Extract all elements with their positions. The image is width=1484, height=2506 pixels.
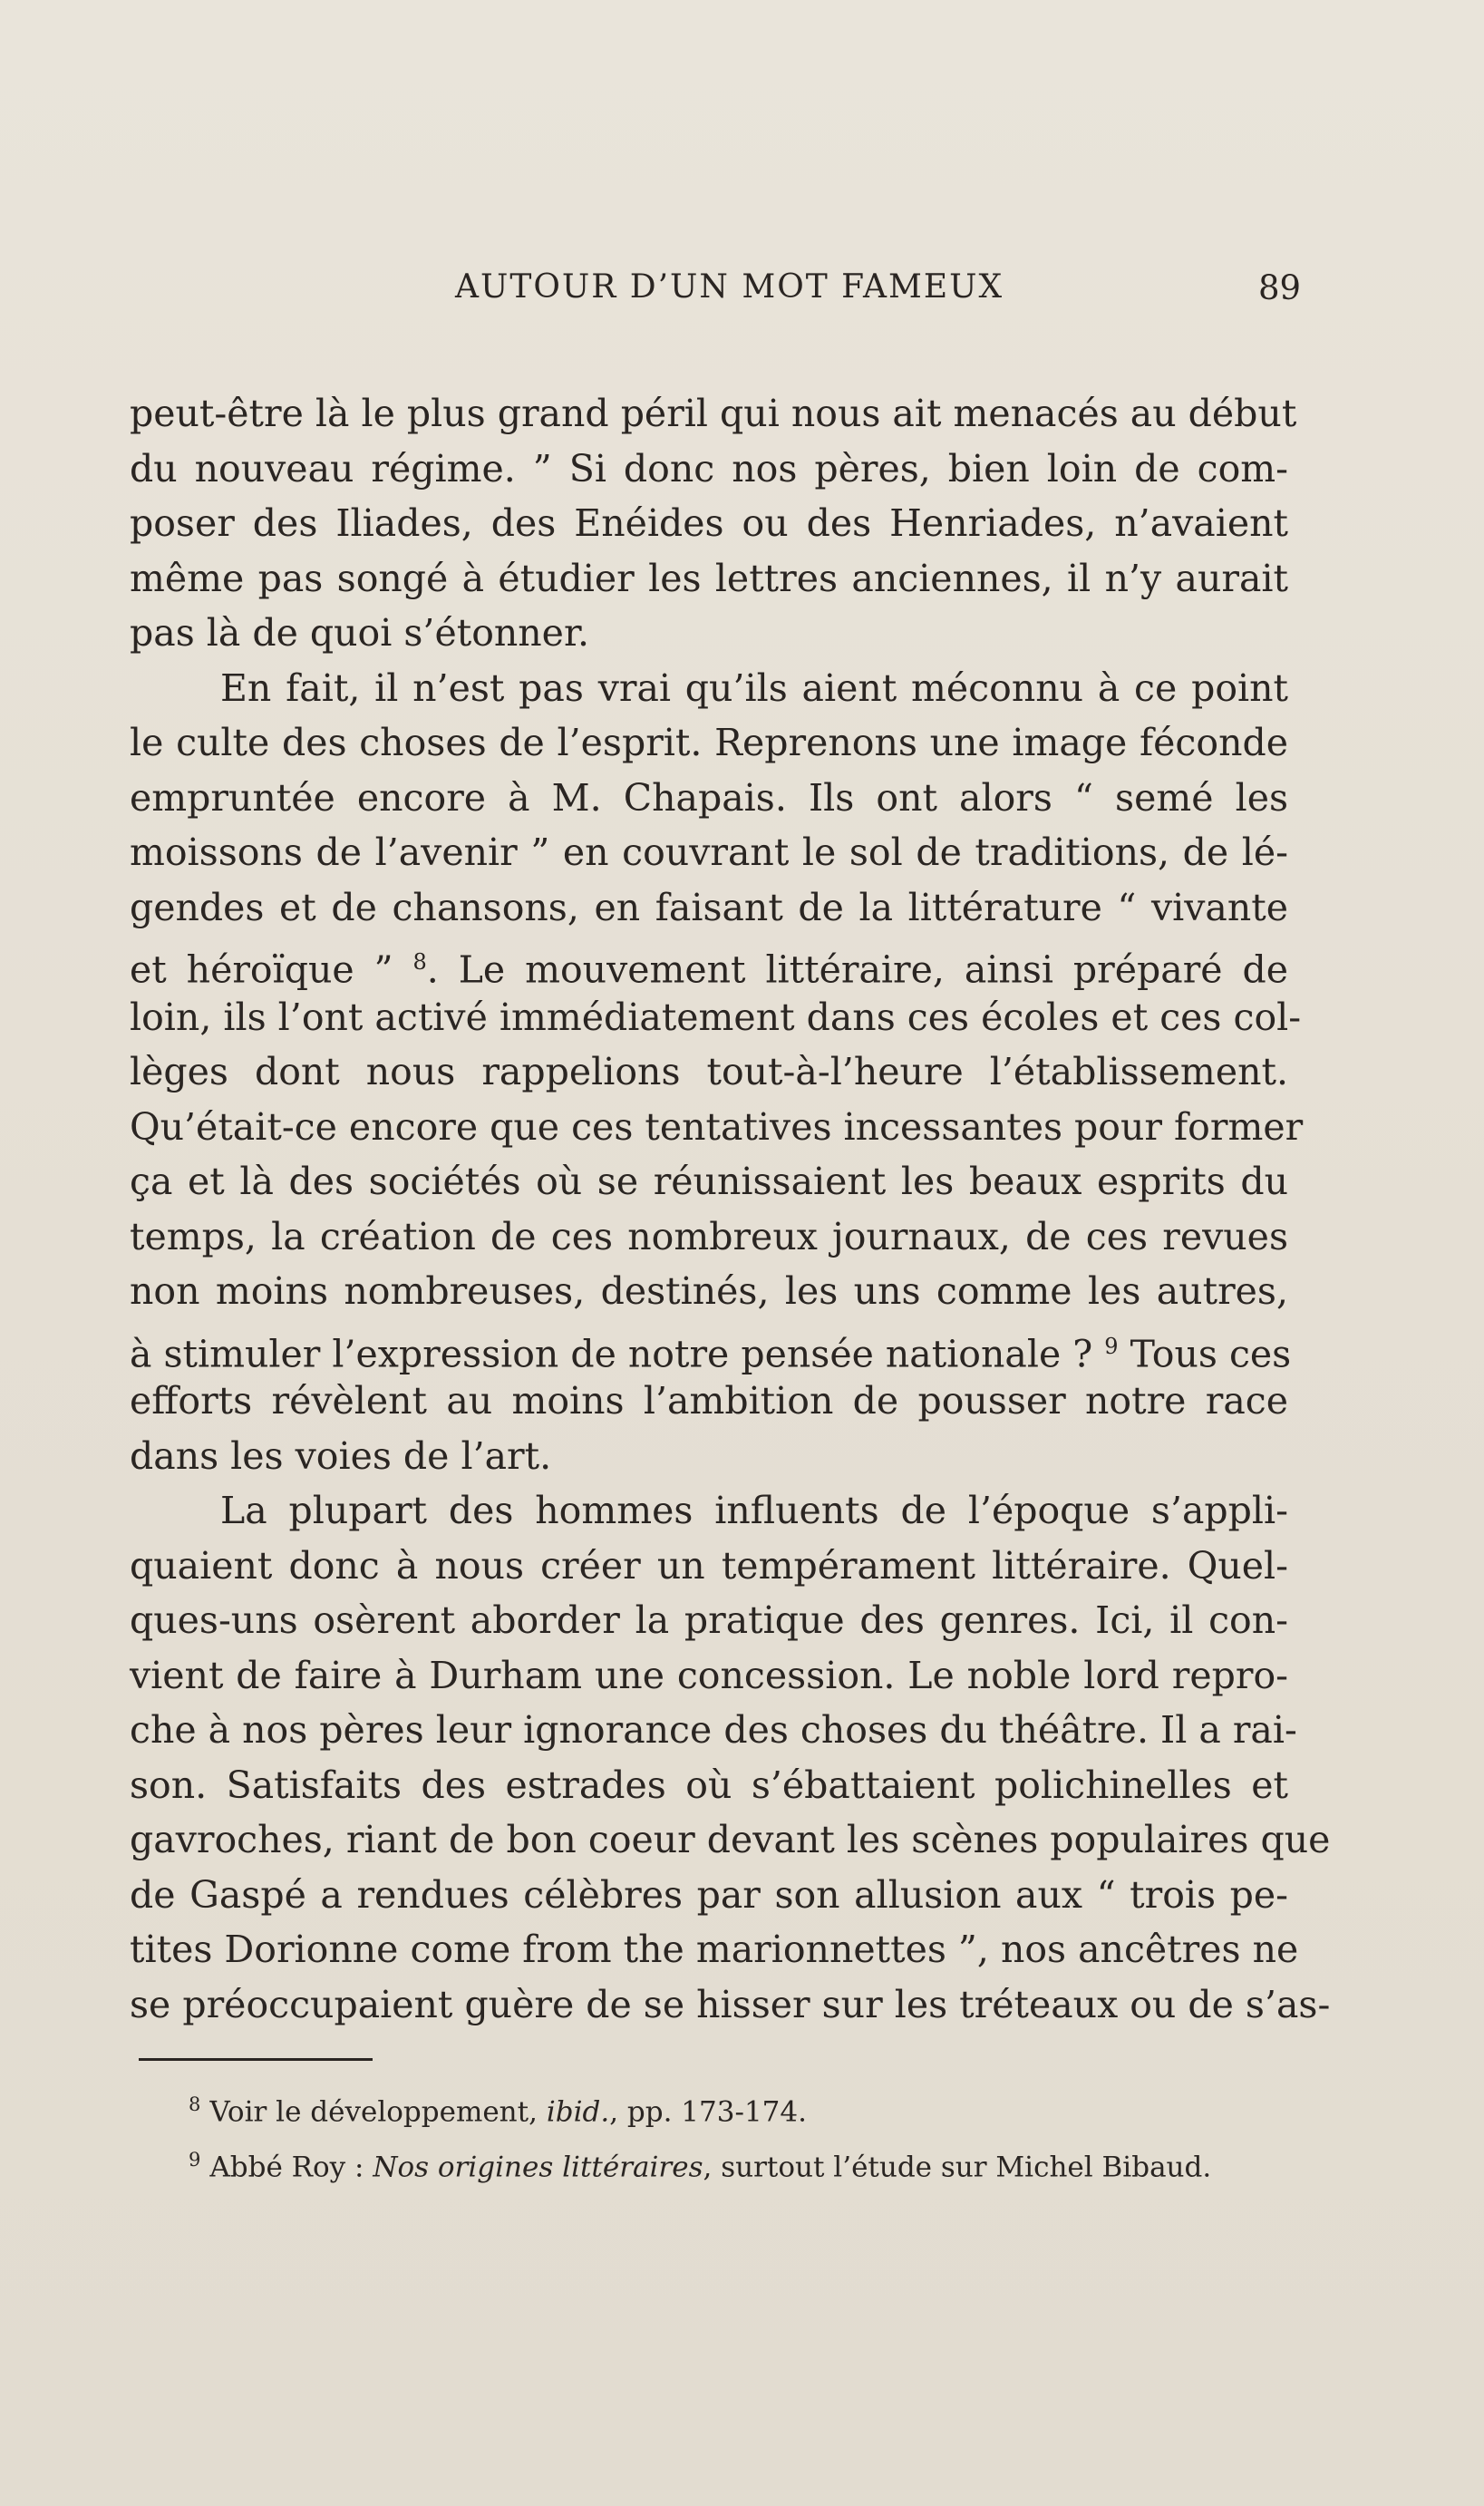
- text-line: che à nos pères leur ignorance des choses du théâtre. Il a rai-: [130, 1708, 1297, 1752]
- text-line: quaient donc à nous créer un tempérament littéraire. Quel-: [130, 1543, 1288, 1588]
- footnote-italic: Nos origines littéraires: [373, 2151, 703, 2184]
- body-text: [130, 386, 1331, 2032]
- note-reference: 9: [1104, 1333, 1119, 1359]
- note-reference: 8: [412, 949, 427, 975]
- text-line: même pas songé à étudier les lettres anciennes, il n’y aurait: [130, 556, 1288, 600]
- text-line: se préoccupaient guère de se hisser sur les tréteaux ou de s’as-: [130, 1982, 1331, 2026]
- text-line: loin, ils l’ont activé immédiatement dans ces écoles et ces col-: [130, 995, 1302, 1039]
- text-line: de Gaspé a rendues célèbres par son allusion aux “ trois pe-: [130, 1872, 1288, 1917]
- text-line: gendes et de chansons, en faisant de la littérature “ vivante: [130, 885, 1288, 929]
- footnote-separator: [139, 2058, 373, 2061]
- text-line: peut-être là le plus grand péril qui nous ait menacés au début: [130, 392, 1297, 435]
- text-line: Qu’était-ce encore que ces tentatives incessantes pour former: [130, 1104, 1304, 1149]
- text-line: non moins nombreuses, destinés, les uns comme les autres,: [130, 1269, 1288, 1313]
- text-segment: et héroïque ”: [130, 947, 393, 992]
- text-line: poser des Iliades, des Enéides ou des Henriades, n’avaient: [130, 501, 1288, 545]
- text-line: gavroches, riant de bon coeur devant les scènes populaires que: [130, 1818, 1331, 1861]
- footnote-text: Abbé Roy :: [209, 2151, 373, 2184]
- footnote-text: , surtout l’étude sur Michel Bibaud.: [703, 2151, 1212, 2184]
- text-line: tites Dorionne come from the marionnettes ”, nos ancêtres ne: [130, 1928, 1299, 1971]
- text-line: La plupart des hommes influents de l’époque s’appli-: [220, 1489, 1288, 1532]
- text-line: son. Satisfaits des estrades où s’ébattaient polichinelles et: [130, 1763, 1288, 1807]
- footnotes: [189, 2081, 1211, 2192]
- text-line: En fait, il n’est pas vrai qu’ils aient méconnu à ce point: [220, 665, 1288, 710]
- text-line: moissons de l’avenir ” en couvrant le sol de traditions, de lé-: [130, 830, 1288, 874]
- footnote-italic: ibid.: [546, 2095, 610, 2129]
- running-title: AUTOUR D’UN MOT FAMEUX: [455, 268, 1004, 306]
- text-line: temps, la création de ces nombreux journaux, de ces revues: [130, 1214, 1288, 1258]
- text-segment: à stimuler l’expression de notre pensée nationale ?: [130, 1332, 1093, 1376]
- text-line: dans les voies de l’art.: [130, 1433, 552, 1478]
- text-line: [130, 935, 1288, 990]
- footnote-marker: 9: [189, 2149, 201, 2171]
- text-segment: Tous ces: [1118, 1332, 1292, 1376]
- text-line: le culte des choses de l’esprit. Reprenons une image féconde: [130, 721, 1288, 764]
- text-line: ques-uns osèrent aborder la pratique des genres. Ici, il con-: [130, 1598, 1288, 1642]
- footnote-text: , pp. 173-174.: [609, 2095, 807, 2129]
- text-line: [130, 1319, 1292, 1376]
- footnote: [189, 2081, 1211, 2136]
- text-line: pas là de quoi s’étonner.: [130, 611, 590, 655]
- page-number: 89: [1258, 268, 1302, 307]
- text-line: du nouveau régime. ” Si donc nos pères, bien loin de com-: [130, 446, 1288, 491]
- footnote-marker: 8: [189, 2093, 201, 2115]
- footnote-text: Voir le développement,: [209, 2095, 547, 2129]
- text-line: ça et là des sociétés où se réunissaient les beaux esprits du: [130, 1160, 1288, 1203]
- text-line: vient de faire à Durham une concession. Le noble lord repro-: [130, 1653, 1288, 1697]
- text-line: lèges dont nous rappelions tout-à-l’heure l’établissement.: [130, 1050, 1288, 1093]
- text-line: efforts révèlent au moins l’ambition de pousser notre race: [130, 1379, 1288, 1423]
- footnote: [189, 2136, 1211, 2191]
- text-segment: . Le mouvement littéraire, ainsi préparé de: [426, 947, 1288, 992]
- text-line: empruntée encore à M. Chapais. Ils ont alors “ semé les: [130, 775, 1288, 820]
